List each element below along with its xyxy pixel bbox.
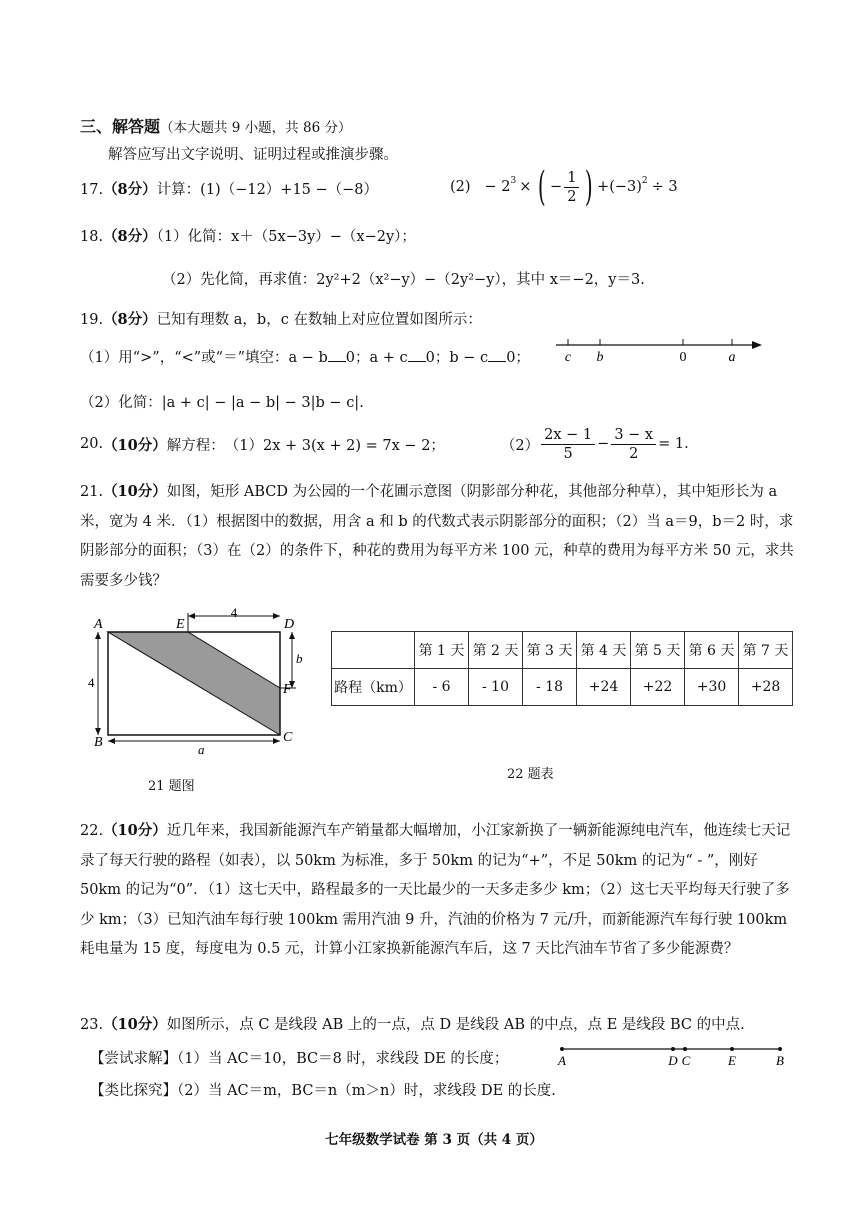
q18-line2: （2）先化简，再求值：2y²+2（x²−y）−（2y²−y），其中 x＝−2，y＝3.: [162, 272, 645, 288]
q17-p2-label: (2): [450, 179, 471, 195]
table-header-row: [332, 632, 793, 669]
axis-label-b: b: [596, 350, 604, 365]
table-cell: +24: [577, 669, 631, 706]
q17-prefix: 计算：: [156, 182, 201, 198]
q20-eq: = 1.: [658, 436, 689, 452]
q20-prefix: 解方程：: [166, 437, 225, 454]
q23-try-label: 【尝试求解】: [90, 1051, 177, 1067]
q18-num: 18.: [80, 229, 104, 245]
q19-l1-b: ；a + c: [355, 350, 408, 366]
q17-p2-b: (−3): [609, 179, 642, 195]
table-cell: +22: [631, 669, 685, 706]
page-footer: 七年级数学试卷 第 3 页（共 4 页）: [325, 1132, 543, 1148]
fig-label-D: D: [284, 617, 295, 632]
q23-segment: [552, 1040, 792, 1070]
section-header: [80, 114, 351, 137]
q20: [80, 422, 689, 466]
q23-text: 如图所示，点 C 是线段 AB 上的一点，点 D 是线段 AB 的中点，点 E 是线段 BC 的中点.: [166, 1017, 745, 1033]
table-header: 第 1 天: [415, 632, 469, 669]
table-header: 第 6 天: [685, 632, 739, 669]
q22-text: 近几年来，我国新能源汽车产销量都大幅增加，小江家新换了一辆新能源纯电汽车，他连续七天记录了每天行驶的路程（如表），以 50km 为标准，多于 50km 的记为“+”，不足 50km 的记为“ - ”，刚好 50km 的记为“0”．（1）这七天中，路程最多的一天比最少的一天多走多少 km；（2）这七天平均每天行驶了多少 km；（3）已知汽油车每行驶 100km 需用汽油 9 升，汽油的价格为 7 元/升，而新能源汽车每行驶 100km 耗电量为 15 度，每度电为 0.5 元，计算小江家换新能源汽车后，这 7 天比汽油车节省了多少能源费？: [80, 823, 791, 957]
fig-dim-left: 4: [88, 675, 95, 690]
q21-text: 如图，矩形 ABCD 为公园的一个花圃示意图（阴影部分种花，其他部分种草），其中矩形长为 a 米，宽为 4 米．（1）根据图中的数据，用含 a 和 b 的代数式表示阴影部分的面积；（2）当 a＝9，b＝2 时，求阴影部分的面积；（3）在（2）的条件下，种花的费用为每平方米 100 元，种草的费用为每平方米 50 元，求共需要多少钱？: [80, 484, 794, 589]
q17-p2-exp2: 2: [641, 176, 648, 186]
q20-pts: （10分）: [103, 436, 167, 454]
q17-paren-close: ): [585, 164, 594, 210]
fig-label-C: C: [283, 730, 293, 745]
fig-label-A: A: [94, 617, 103, 632]
q17-p1-label: (1): [200, 182, 221, 198]
axis-label-0: 0: [679, 350, 687, 365]
q19-zero-1: 0: [345, 350, 356, 366]
q20-p2-label: （2）: [500, 437, 540, 454]
fig-dim-top: 4: [230, 605, 238, 620]
q19-text: 已知有理数 a，b，c 在数轴上对应位置如图所示：: [156, 312, 482, 328]
table-header: 第 4 天: [577, 632, 631, 669]
q17-p1-expr: （−12）+15 −（−8）: [220, 182, 379, 198]
q23-try-text: （1）当 AC＝10，BC＝8 时，求线段 DE 的长度；: [177, 1051, 509, 1067]
table-cell: - 10: [469, 669, 523, 706]
axis-label-a: a: [728, 350, 736, 365]
q20-frac-2: [611, 426, 656, 463]
q21: [80, 477, 800, 596]
q19-l1-end: ；: [515, 350, 530, 366]
section-note: （本大题共 9 小题，共 86 分）: [160, 120, 352, 136]
q17-p2-a: − 2: [484, 179, 511, 195]
q21-figure: [80, 605, 310, 755]
q17-p2-div: ÷ 3: [651, 179, 678, 195]
fig-dim-right: b: [296, 651, 303, 666]
q19-blank-1: [328, 349, 346, 362]
q19-line1: [80, 346, 530, 367]
q17-p2-neg: −: [550, 179, 563, 195]
q20-minus: −: [597, 436, 610, 452]
q18-pts: （8分）: [103, 228, 157, 245]
q17-p2-times: ×: [519, 179, 532, 195]
axis-label-c: c: [564, 350, 572, 365]
seg-label-C: C: [681, 1053, 691, 1068]
q21-num: 21.: [80, 484, 104, 500]
q17-frac-den: 2: [567, 188, 577, 205]
table-cell: +30: [685, 669, 739, 706]
seg-label-B: B: [776, 1053, 784, 1068]
table-cell: - 6: [415, 669, 469, 706]
q20-num: 20.: [80, 436, 104, 452]
table-header: 第 5 天: [631, 632, 685, 669]
fig-dim-bottom: a: [198, 742, 205, 755]
q22-caption: 22 题表: [507, 767, 554, 782]
q20-f2-num: 3 − x: [611, 426, 656, 445]
q17-pts: （8分）: [103, 181, 157, 198]
table-header: 第 2 天: [469, 632, 523, 669]
q19-pts: （8分）: [103, 311, 157, 328]
q17: [80, 178, 378, 199]
q19-l1-c: ；b − c: [434, 350, 489, 366]
q22-num: 22.: [80, 823, 104, 839]
q18-text1: （1）化简：x＋（5x−3y）−（x−2y）；: [156, 229, 416, 245]
fig-label-F: F: [283, 682, 292, 697]
q17-num: 17.: [80, 182, 104, 198]
table-header: 第 3 天: [523, 632, 577, 669]
q19-number-line: [550, 332, 770, 368]
seg-label-A: A: [558, 1053, 566, 1068]
q17-p2-exp1: 3: [510, 176, 517, 186]
table-cell: +28: [739, 669, 793, 706]
q17-part2: [450, 164, 678, 210]
q17-paren-open: (: [538, 164, 547, 210]
section-instruction: 解答应写出文字说明、证明过程或推演步骤。: [108, 147, 398, 163]
q17-fraction: [564, 169, 579, 206]
fig-label-E: E: [176, 617, 185, 632]
q21-caption: 21 题图: [148, 779, 195, 794]
q19-l1-a: （1）用“>”，“<”或“＝”填空：a − b: [80, 350, 328, 366]
table-row-label: 路程（km）: [332, 669, 415, 706]
q20-f1-num: 2x − 1: [541, 426, 595, 445]
q20-frac-1: [541, 426, 595, 463]
section-title: 三、解答题: [80, 117, 161, 136]
q19-num: 19.: [80, 312, 104, 328]
table-header: 第 7 天: [739, 632, 793, 669]
q23-analog-label: 【类比探究】: [90, 1083, 177, 1099]
q17-p2-plus: +: [597, 179, 610, 195]
q21-pts: （10分）: [103, 483, 167, 500]
q18-line1: [80, 225, 416, 246]
q23-pts: （10分）: [103, 1016, 167, 1033]
q23-num: 23.: [80, 1017, 104, 1033]
q17-frac-num: 1: [564, 169, 579, 188]
q19-line0: [80, 308, 482, 329]
q19-zero-2: 0: [425, 350, 435, 366]
q23: [80, 1010, 800, 1041]
q22-table: [331, 631, 793, 706]
q19-blank-2: [408, 349, 426, 362]
q20-f1-den: 5: [563, 445, 573, 462]
fig-label-B: B: [94, 735, 103, 750]
q20-p1: （1）2x + 3(x + 2) = 7x − 2；: [224, 437, 445, 454]
q22: [80, 816, 800, 965]
q23-analog-text: （2）当 AC＝m，BC＝n（m＞n）时，求线段 DE 的长度.: [177, 1083, 556, 1099]
table-row: [332, 669, 793, 706]
table-corner: [332, 632, 415, 669]
q23-analog: [90, 1079, 556, 1100]
seg-label-D: D: [668, 1053, 678, 1068]
q19-zero-3: 0: [506, 350, 516, 366]
seg-label-E: E: [728, 1053, 736, 1068]
q19-blank-3: [488, 349, 506, 362]
q20-f2-den: 2: [629, 445, 639, 462]
q19-line2: （2）化简：|a + c| − |a − b| − 3|b − c|.: [80, 395, 364, 411]
table-cell: - 18: [523, 669, 577, 706]
q23-try: [90, 1047, 508, 1068]
q22-pts: （10分）: [103, 822, 167, 839]
